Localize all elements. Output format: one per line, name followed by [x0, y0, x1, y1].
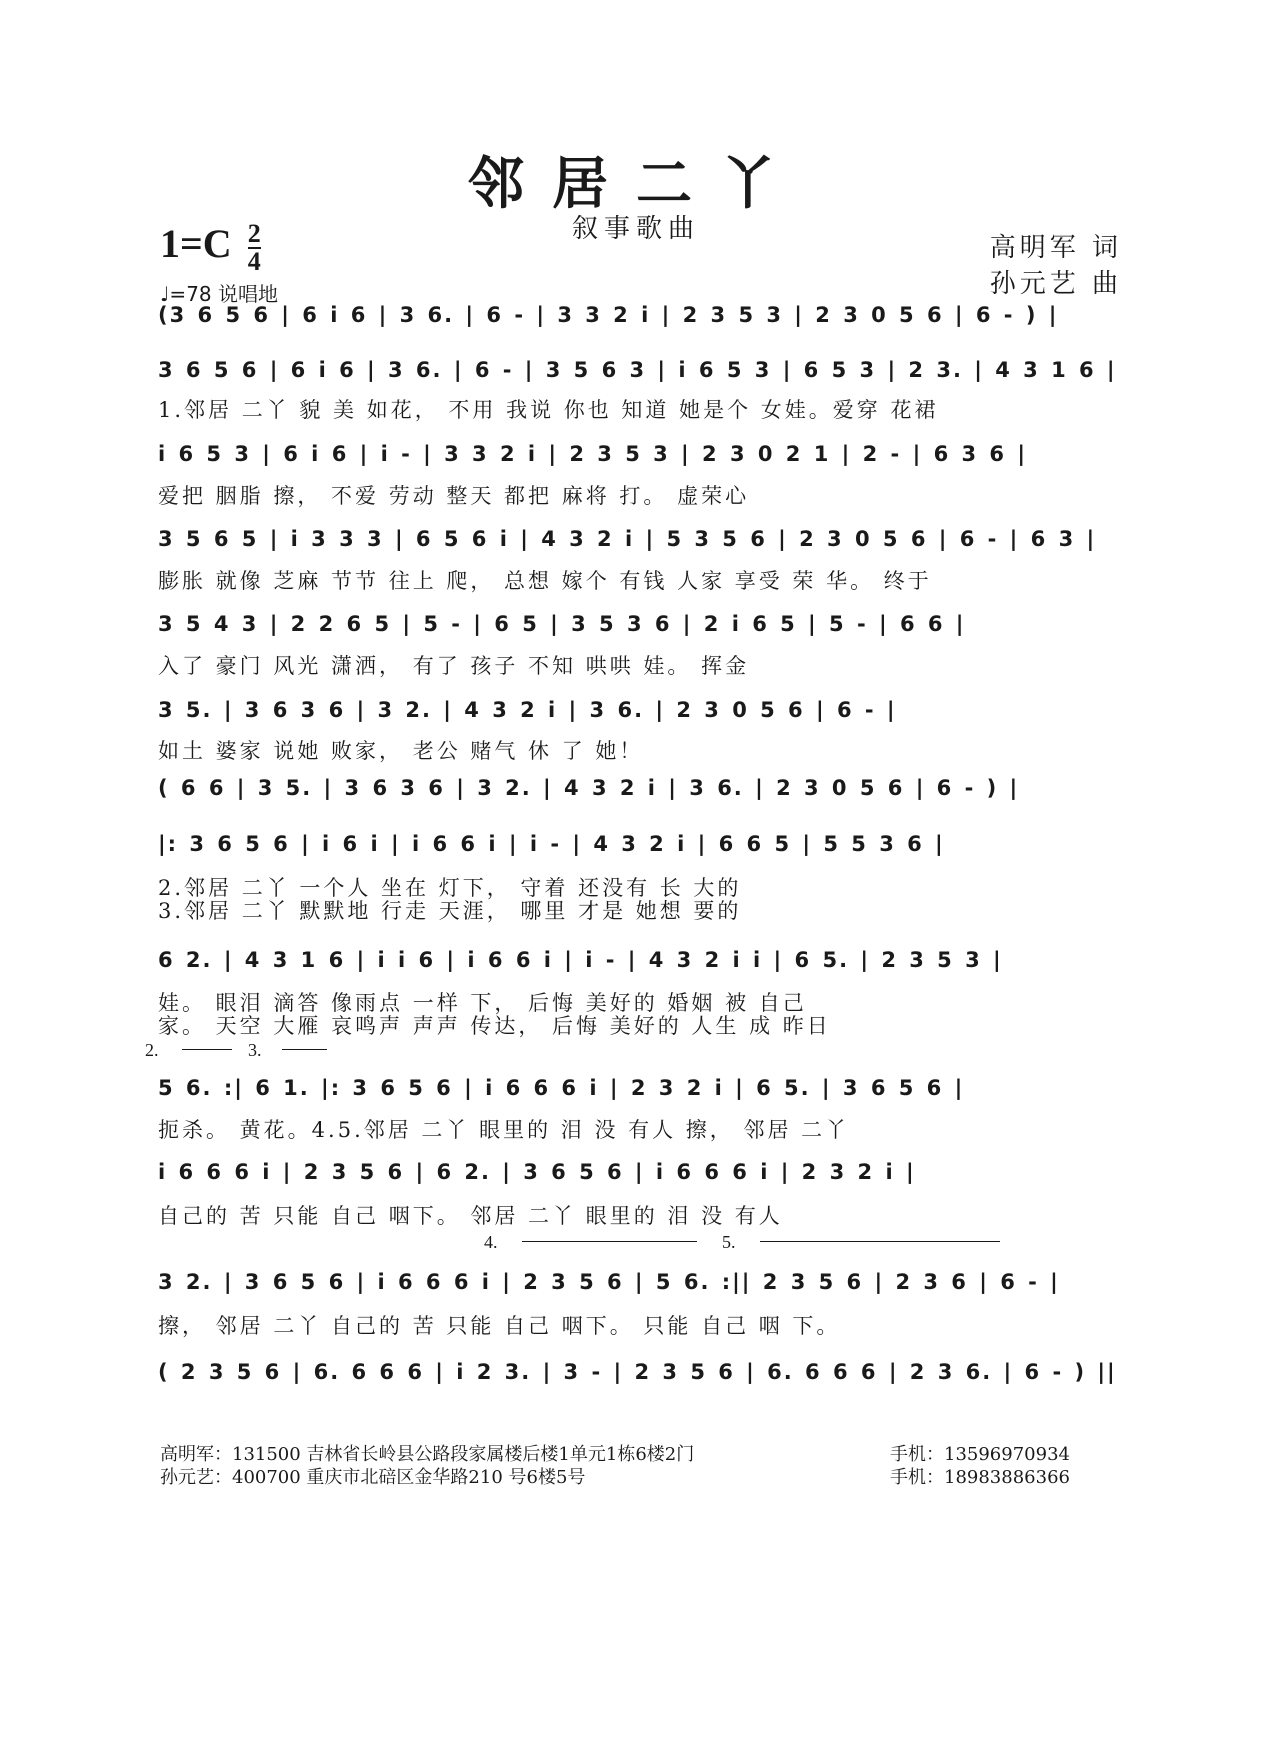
ending-4-bracket	[522, 1241, 697, 1242]
ending-2-bracket	[182, 1049, 232, 1050]
lyric-line: 2.邻居 二丫 一个人 坐在 灯下， 守着 还没有 长 大的	[158, 876, 742, 900]
ending-5-bracket	[760, 1241, 1000, 1242]
lyric-line: 擦， 邻居 二丫 自己的 苦 只能 自己 咽下。 只能 自己 咽 下。	[158, 1314, 841, 1338]
notation-system: ( 6 6 | 3 5. | 3 6 3 6 | 3 2. | 4 3 2 i | 3 6. | 2 3 0 5 6 | 6 - ) |	[158, 776, 1020, 800]
lyric-line: 入了 豪门 风光 潇洒， 有了 孩子 不知 哄哄 娃。 挥金	[158, 654, 750, 678]
notation-system: 3 5. | 3 6 3 6 | 3 2. | 4 3 2 i | 3 6. | 2 3 0 5 6 | 6 - |	[158, 698, 897, 722]
time-signature-bottom: 4	[247, 246, 261, 276]
notation-system: 6 2. | 4 3 1 6 | i i 6 | i 6 6 i | i - | 4 3 2 i i | 6 5. | 2 3 5 3 |	[158, 948, 1003, 972]
tempo-marking: ♩=78 说唱地	[160, 282, 278, 306]
notation-system: (3 6 5 6 | 6 i 6 | 3 6. | 6 - | 3 3 2 i | 2 3 5 3 | 2 3 0 5 6 | 6 - ) |	[158, 303, 1059, 327]
lyricist-credit: 高明军 词	[989, 233, 1122, 263]
key-label: 1=C	[160, 221, 232, 266]
key-signature	[160, 220, 261, 275]
ending-3-label: 3.	[248, 1040, 262, 1060]
composer-credit: 孙元艺 曲	[989, 269, 1122, 299]
notation-system: i 6 6 6 i | 2 3 5 6 | 6 2. | 3 6 5 6 | i 6 6 6 i | 2 3 2 i |	[158, 1160, 916, 1184]
ending-4-label: 4.	[484, 1232, 498, 1252]
lyric-line: 1.邻居 二丫 貌 美 如花， 不用 我说 你也 知道 她是个 女娃。爱穿 花裙	[158, 398, 939, 422]
notation-system: 3 2. | 3 6 5 6 | i 6 6 6 i | 2 3 5 6 | 5 6. :|| 2 3 5 6 | 2 3 6 | 6 - |	[158, 1270, 1060, 1294]
notation-system: 3 6 5 6 | 6 i 6 | 3 6. | 6 - | 3 5 6 3 | i 6 5 3 | 6 5 3 | 2 3. | 4 3 1 6 |	[158, 358, 1117, 382]
ending-3-bracket	[282, 1049, 327, 1050]
notation-system: ( 2 3 5 6 | 6. 6 6 6 | i 2 3. | 3 - | 2 3 5 6 | 6. 6 6 6 | 2 3 6. | 6 - ) ||	[158, 1360, 1117, 1384]
notation-system: |: 3 6 5 6 | i 6 i | i 6 6 i | i - | 4 3 2 i | 6 6 5 | 5 5 3 6 |	[158, 832, 945, 856]
footer-contact-composer	[160, 1463, 1070, 1489]
lyricist-phone: 手机：13596970934	[890, 1444, 1070, 1465]
composer-address: 孙元艺：400700 重庆市北碚区金华路210 号6楼5号	[160, 1467, 586, 1488]
time-signature	[247, 218, 261, 276]
ending-2-label: 2.	[145, 1040, 159, 1060]
time-signature-top: 2	[247, 218, 261, 248]
credits	[990, 230, 1122, 302]
notation-system: 5 6. :| 6 1. |: 3 6 5 6 | i 6 6 6 i | 2 3 2 i | 6 5. | 3 6 5 6 |	[158, 1076, 965, 1100]
ending-5-label: 5.	[722, 1232, 736, 1252]
notation-system: i 6 5 3 | 6 i 6 | i - | 3 3 2 i | 2 3 5 3 | 2 3 0 2 1 | 2 - | 6 3 6 |	[158, 442, 1028, 466]
lyric-line: 爱把 胭脂 擦， 不爱 劳动 整天 都把 麻将 打。 虚荣心	[158, 484, 750, 508]
lyric-line: 3.邻居 二丫 默默地 行走 天涯， 哪里 才是 她想 要的	[158, 899, 742, 923]
composer-phone: 手机：18983886366	[890, 1467, 1070, 1488]
song-subtitle: 叙事歌曲	[571, 214, 700, 244]
song-title: 邻居二丫	[468, 151, 804, 217]
lyric-line: 娃。 眼泪 滴答 像雨点 一样 下， 后悔 美好的 婚姻 被 自己	[158, 991, 807, 1015]
lyric-line: 如土 婆家 说她 败家， 老公 赌气 休 了 她！	[158, 739, 644, 763]
lyric-line: 扼杀。 黄花。4.5.邻居 二丫 眼里的 泪 没 有人 擦， 邻居 二丫	[158, 1118, 850, 1142]
notation-system: 3 5 6 5 | i 3 3 3 | 6 5 6 i | 4 3 2 i | 5 3 5 6 | 2 3 0 5 6 | 6 - | 6 3 |	[158, 527, 1097, 551]
lyric-line: 家。 天空 大雁 哀鸣声 声声 传达， 后悔 美好的 人生 成 昨日	[158, 1014, 831, 1038]
lyric-line: 自己的 苦 只能 自己 咽下。 邻居 二丫 眼里的 泪 没 有人	[158, 1204, 783, 1228]
notation-system: 3 5 4 3 | 2 2 6 5 | 5 - | 6 5 | 3 5 3 6 | 2 i 6 5 | 5 - | 6 6 |	[158, 612, 966, 636]
lyricist-address: 高明军：131500 吉林省长岭县公路段家属楼后楼1单元1栋6楼2门	[160, 1444, 695, 1465]
lyric-line: 膨胀 就像 芝麻 节节 往上 爬， 总想 嫁个 有钱 人家 享受 荣 华。 终于	[158, 569, 932, 593]
